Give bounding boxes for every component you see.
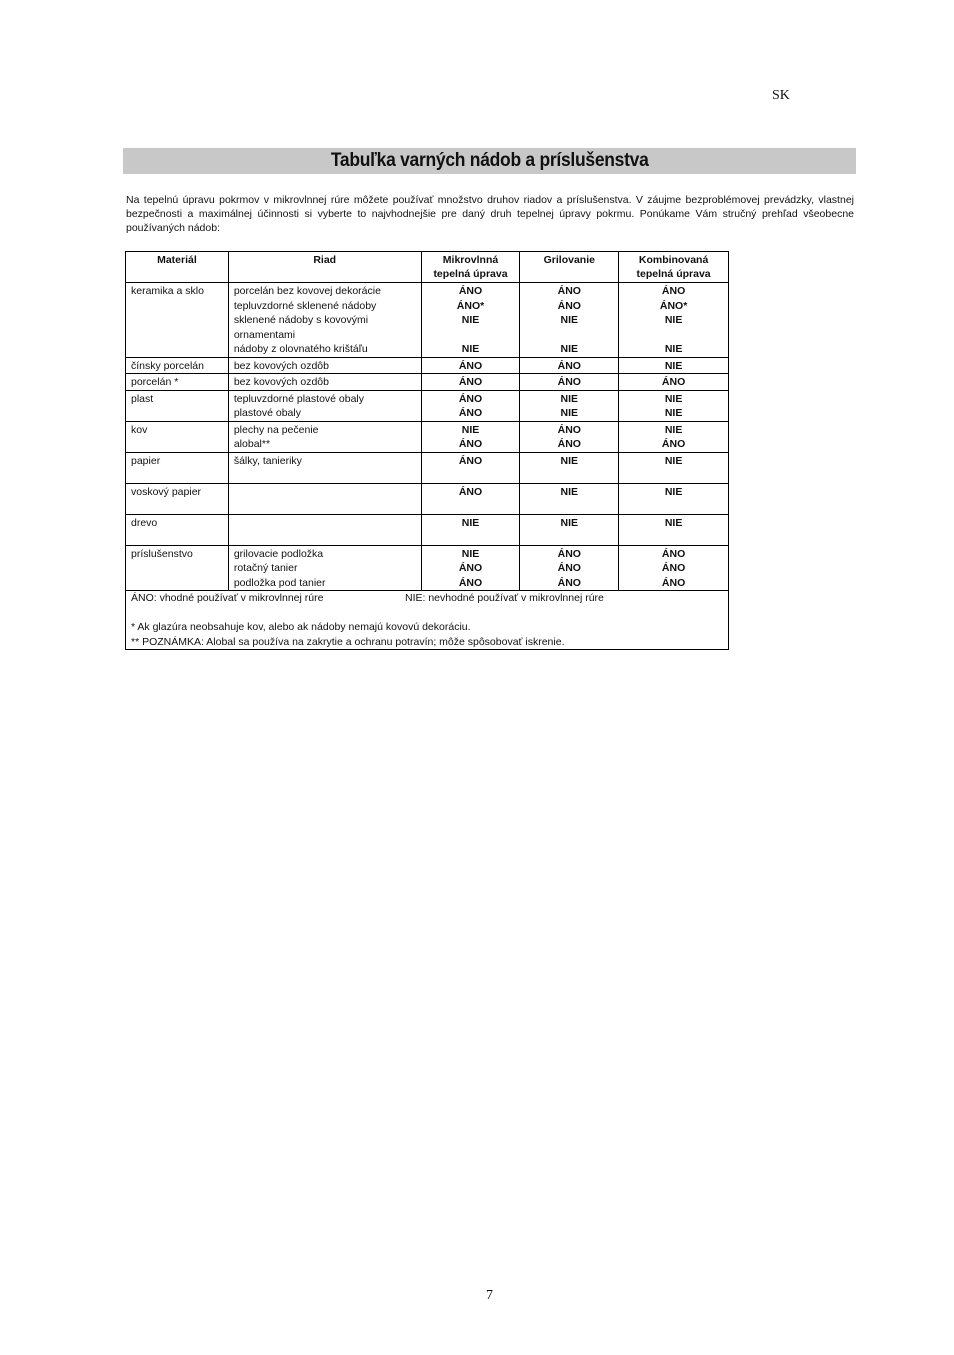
microwave-cell: ÁNO	[421, 483, 520, 514]
microwave-cell: NIE	[421, 514, 520, 545]
microwave-cell: ÁNO	[421, 357, 520, 374]
combined-cell: NIE	[619, 357, 729, 374]
header-riad: Riad	[228, 252, 421, 283]
material-cell: voskový papier	[126, 483, 229, 514]
legend-cell	[126, 591, 729, 650]
table-row	[126, 390, 729, 421]
riad-cell: plechy na pečenie alobal**	[228, 421, 421, 452]
header-combined: Kombinovaná tepelná úprava	[619, 252, 729, 283]
grill-cell: ÁNO	[520, 357, 619, 374]
riad-cell: bez kovových ozdôb	[228, 357, 421, 374]
combined-cell: NIE	[619, 452, 729, 483]
microwave-cell: ÁNO ÁNO* NIE NIE	[421, 283, 520, 358]
combined-cell: ÁNO ÁNO* NIE NIE	[619, 283, 729, 358]
header-grill: Grilovanie	[520, 252, 619, 283]
grill-cell: NIE	[520, 483, 619, 514]
grill-cell: ÁNO	[520, 374, 619, 391]
cookware-table	[125, 251, 729, 650]
footnote-2: ** POZNÁMKA: Alobal sa používa na zakrytie a ochranu potravín; môže spôsobovať iskrenie.	[131, 635, 565, 648]
header-material: Materiál	[126, 252, 229, 283]
grill-cell: ÁNO ÁNO ÁNO	[520, 545, 619, 591]
legend-row	[126, 591, 729, 650]
microwave-cell: NIE ÁNO ÁNO	[421, 545, 520, 591]
intro-paragraph: Na tepelnú úpravu pokrmov v mikrovlnnej rúre môžete používať množstvo druhov riadov a príslušenstva. V záujme bezproblémovej prevádzky, vlastnej bezpečnosti a maximálnej účinnosti si vyberte to najvhodnejšie pre daný druh tepelnej úpravy pokrmu. Ponúkame Vám stručný prehľad všeobecne používaných nádob:	[126, 194, 854, 234]
microwave-cell: ÁNO ÁNO	[421, 390, 520, 421]
microwave-cell: ÁNO	[421, 374, 520, 391]
riad-cell: šálky, tanieriky	[228, 452, 421, 483]
table-row	[126, 283, 729, 358]
material-cell: príslušenstvo	[126, 545, 229, 591]
grill-cell: NIE	[520, 452, 619, 483]
grill-cell: NIE NIE	[520, 390, 619, 421]
table-row	[126, 514, 729, 545]
riad-cell: tepluvzdorné plastové obaly plastové obaly	[228, 390, 421, 421]
page-number: 7	[486, 1288, 493, 1303]
riad-cell	[228, 483, 421, 514]
table-row	[126, 452, 729, 483]
table-row	[126, 545, 729, 591]
material-cell: plast	[126, 390, 229, 421]
combined-cell: NIE NIE	[619, 390, 729, 421]
microwave-cell: NIE ÁNO	[421, 421, 520, 452]
combined-cell: NIE	[619, 483, 729, 514]
page-title: Tabuľka varných nádob a príslušenstva	[330, 150, 649, 171]
material-cell: čínsky porcelán	[126, 357, 229, 374]
grill-cell: NIE	[520, 514, 619, 545]
footnote-1: * Ak glazúra neobsahuje kov, alebo ak nádoby nemajú kovovú dekoráciu.	[131, 621, 471, 633]
microwave-cell: ÁNO	[421, 452, 520, 483]
table-row	[126, 357, 729, 374]
grill-cell: ÁNO ÁNO NIE NIE	[520, 283, 619, 358]
legend-ano: ÁNO: vhodné používať v mikrovlnnej rúre	[131, 592, 324, 604]
material-cell: drevo	[126, 514, 229, 545]
riad-cell: bez kovových ozdôb	[228, 374, 421, 391]
table-header-row	[126, 252, 729, 283]
combined-cell: NIE ÁNO	[619, 421, 729, 452]
material-cell: keramika a sklo	[126, 283, 229, 358]
grill-cell: ÁNO ÁNO	[520, 421, 619, 452]
combined-cell: ÁNO ÁNO ÁNO	[619, 545, 729, 591]
table-row	[126, 421, 729, 452]
table-row	[126, 374, 729, 391]
riad-cell: grilovacie podložka rotačný tanier podložka pod tanier	[228, 545, 421, 591]
combined-cell: ÁNO	[619, 374, 729, 391]
combined-cell: NIE	[619, 514, 729, 545]
header-microwave: Mikrovlnná tepelná úprava	[421, 252, 520, 283]
title-bar	[123, 148, 856, 174]
material-cell: porcelán *	[126, 374, 229, 391]
riad-cell	[228, 514, 421, 545]
material-cell: papier	[126, 452, 229, 483]
riad-cell: porcelán bez kovovej dekorácie tepluvzdorné sklenené nádoby sklenené nádoby s kovovými ornamentami nádoby z olovnatého krištáľu	[228, 283, 421, 358]
table-row	[126, 483, 729, 514]
legend-nie: NIE: nevhodné používať v mikrovlnnej rúre	[405, 592, 604, 604]
material-cell: kov	[126, 421, 229, 452]
language-code: SK	[772, 88, 790, 103]
